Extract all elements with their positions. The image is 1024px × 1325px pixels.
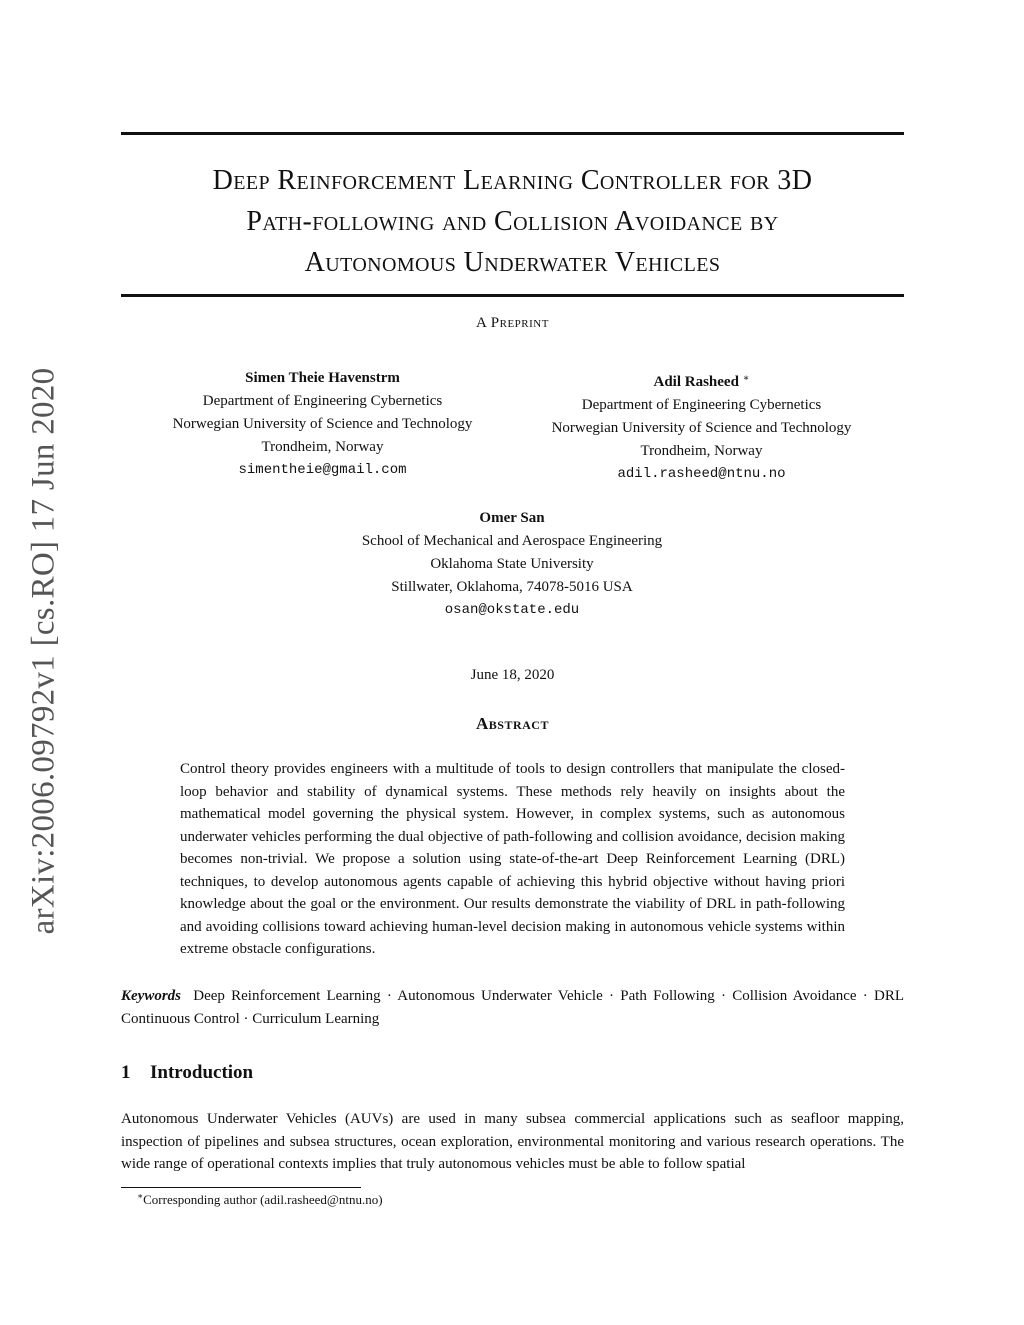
author-department: Department of Engineering Cybernetics [202,393,443,409]
preprint-label: A Preprint [476,315,549,331]
footnote-text: Corresponding author (adil.rasheed@ntnu.no) [143,1192,383,1207]
footnote-marker: ∗ [137,1191,144,1201]
keywords-paragraph [121,985,904,1030]
author-email[interactable]: osan@okstate.edu [444,602,580,618]
footnote-rule [121,1187,361,1188]
title-line: Deep Reinforcement Learning Controller for 3D [212,165,813,196]
keywords-label: Keywords [121,988,181,1004]
title-line: Autonomous Underwater Vehicles [304,247,721,278]
publication-date: June 18, 2020 [470,667,555,683]
author-institution: Norwegian University of Science and Technology [551,420,852,436]
arxiv-sidebar [24,356,64,946]
author-email[interactable]: adil.rasheed@ntnu.no [617,466,786,482]
author-name: Omer San [479,510,545,526]
author-location: Trondheim, Norway [640,443,763,459]
author-email[interactable]: simentheie@gmail.com [238,462,407,478]
author-block [300,507,724,622]
arxiv-identifier: arXiv:2006.09792v1 [cs.RO] 17 Jun 2020 [25,367,62,935]
section-number: 1 [121,1062,131,1083]
footnote [137,1191,383,1208]
keywords-text: Deep Reinforcement Learning · Autonomous Underwater Vehicle · Path Following · Collision Avoidance · DRL Continuous Control · Curriculum Learning [121,988,905,1027]
corresponding-author-marker: ∗ [742,373,750,384]
author-institution: Norwegian University of Science and Technology [172,416,473,432]
author-institution: Oklahoma State University [430,556,594,572]
author-department: Department of Engineering Cybernetics [581,397,822,413]
section-title: Introduction [150,1062,254,1083]
author-location: Trondheim, Norway [261,439,384,455]
author-block [529,367,874,486]
abstract-heading: Abstract [476,714,549,733]
title-rule-bottom [121,294,904,297]
title-line: Path-following and Collision Avoidance by [246,206,779,237]
abstract-text: Control theory provides engineers with a multitude of tools to design controllers that manipulate the closed-loop behavior and stability of dynamical systems. These methods rely heavily on insights about the mathematical model governing the physical system. However, in complex systems, such as autonomous underwater vehicles performing the dual objective of path-following and collision avoidance, decision making becomes non-trivial. We propose a solution using state-of-the-art Deep Reinforcement Learning (DRL) techniques, to develop autonomous agents capable of achieving this hybrid objective without having priori knowledge about the goal or the environment. Our results demonstrate the viability of DRL in path-following and avoiding collisions toward achieving human-level decision making in autonomous vehicle systems within extreme obstacle configurations. [180,761,845,957]
introduction-text: Autonomous Underwater Vehicles (AUVs) are used in many subsea commercial applications such as seafloor mapping, inspection of pipelines and subsea structures, ocean exploration, environmental monitoring and various research operations. The wide range of operational contexts implies that truly autonomous vehicles must be able to follow spatial [121,1111,904,1172]
author-name: Simen Theie Havenstrm [245,370,400,386]
section-heading [121,1062,253,1084]
author-department: School of Mechanical and Aerospace Engineering [361,533,663,549]
author-name: Adil Rasheed [653,374,739,390]
author-block [150,367,495,482]
author-location: Stillwater, Oklahoma, 74078-5016 USA [391,579,633,595]
title-rule-top [121,132,904,135]
paper-title [121,160,904,283]
